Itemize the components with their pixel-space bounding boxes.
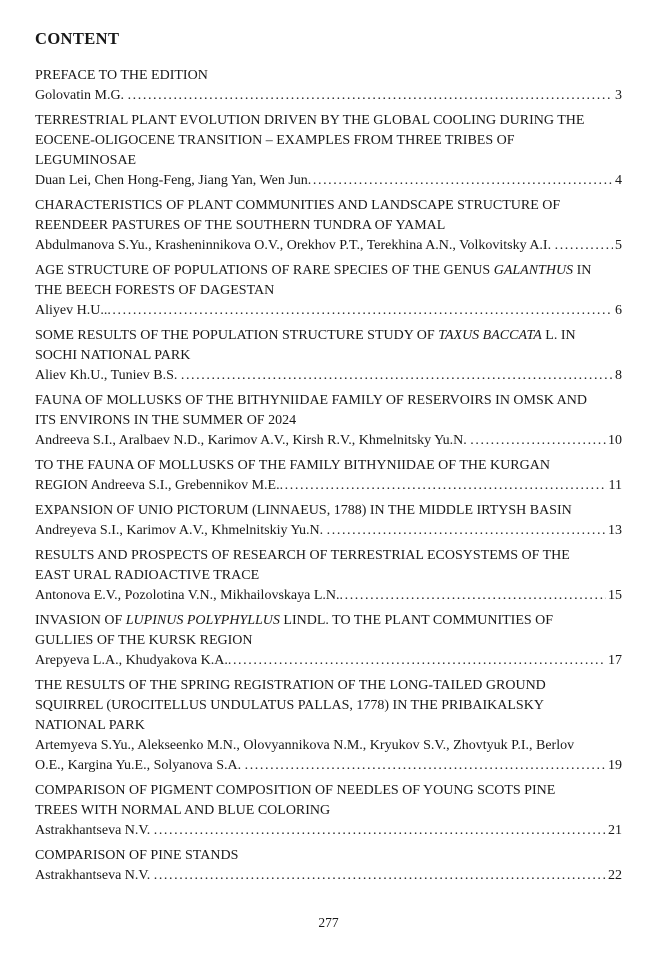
dot-leader [107,301,613,321]
toc-entry [35,326,622,386]
toc-entry [35,261,622,321]
entry-authors-line [35,651,622,671]
entry-title-line [35,411,622,431]
toc-entry [35,846,622,886]
entry-title-segment: TO THE FAUNA OF MOLLUSKS OF THE FAMILY BITHYNIIDAE OF THE KURGAN [35,458,550,473]
entry-title-segment: GULLIES OF THE KURSK REGION [35,633,253,648]
entry-authors: O.E., Kargina Yu.E., Solyanova S.A. [35,758,245,773]
entry-title-line [35,111,622,131]
entry-title-segment: THE RESULTS OF THE SPRING REGISTRATION OF THE LONG-TAILED GROUND [35,678,546,693]
entry-authors: Andreeva S.I., Aralbaev N.D., Karimov A.V., Kirsh R.V., Khmelnitsky Yu.N. [35,433,471,448]
entry-title-line [35,566,622,586]
entry-title-segment: REENDEER PASTURES OF THE SOUTHERN TUNDRA OF YAMAL [35,218,446,233]
entry-authors-line [35,756,622,776]
entry-title-line [35,456,622,476]
toc-entry [35,501,622,541]
entry-title-line [35,631,622,651]
entry-title-line [35,131,622,151]
toc-entry [35,196,622,256]
entry-title-line [35,801,622,821]
entry-title-segment: THE BEECH FORESTS OF DAGESTAN [35,283,275,298]
entry-title-segment: COMPARISON OF PINE STANDS [35,848,239,863]
entry-title-line [35,196,622,216]
dot-leader [128,86,613,106]
entry-authors-line [35,821,622,841]
entry-title-line [35,546,622,566]
dot-leader [154,821,606,841]
entry-page-number: 8 [615,368,622,383]
entry-title-segment: LEGUMINOSAE [35,153,137,168]
entry-title-line [35,676,622,696]
entry-title-line [35,261,622,281]
toc-entry [35,391,622,451]
entry-title-segment: RESULTS AND PROSPECTS OF RESEARCH OF TERRESTRIAL ECOSYSTEMS OF THE [35,548,570,563]
entry-page-number: 10 [608,433,622,448]
entry-title-segment: EOCENE-OLIGOCENE TRANSITION – EXAMPLES FROM THREE TRIBES OF [35,133,515,148]
entry-authors-line [35,236,622,256]
entry-title-italic-segment: TAXUS BACCATA [438,328,542,343]
entry-title-segment: COMPARISON OF PIGMENT COMPOSITION OF NEEDLES OF YOUNG SCOTS PINE [35,783,556,798]
entry-title-line [35,346,622,366]
entry-title-line [35,696,622,716]
entry-authors: Antonova E.V., Pozolotina V.N., Mikhailovskaya L.N. [35,588,340,603]
entry-page-number: 22 [608,868,622,883]
dot-leader [181,366,613,386]
dot-leader [280,476,607,496]
entry-title-line [35,846,622,866]
entry-title-segment: SQUIRREL (UROCITELLUS UNDULATUS PALLAS, 1778) IN THE PRIBAIKALSKY [35,698,544,713]
entry-title-segment: AGE STRUCTURE OF POPULATIONS OF RARE SPECIES OF THE GENUS [35,263,494,278]
entry-authors: Astrakhantseva N.V. [35,868,154,883]
entry-title-line [35,716,622,736]
entry-title-line [35,781,622,801]
toc-entry [35,111,622,191]
entry-authors: Abdulmanova S.Yu., Krasheninnikova O.V., Orekhov P.T., Terekhina A.N., Volkovitsky A.I. [35,238,555,253]
entry-authors: Aliyev H.U.. [35,303,108,318]
toc-entry [35,456,622,496]
entry-title-segment: EXPANSION OF UNIO PICTORUM (LINNAEUS, 1788) IN THE MIDDLE IRTYSH BASIN [35,503,572,518]
entry-authors: Astrakhantseva N.V. [35,823,154,838]
entry-authors: Arepyeva L.A., Khudyakova K.A. [35,653,228,668]
entry-title-segment: NATIONAL PARK [35,718,145,733]
entry-title-segment: SOME RESULTS OF THE POPULATION STRUCTURE STUDY OF [35,328,439,343]
entry-page-number: 11 [608,478,622,493]
entry-page-number: 21 [608,823,622,838]
toc-entry [35,676,622,776]
entry-title-segment: PREFACE TO THE EDITION [35,68,208,83]
entry-authors-line [35,476,622,496]
dot-leader [154,866,606,886]
entry-authors: REGION Andreeva S.I., Grebennikov M.E. [35,478,280,493]
entry-page-number: 15 [608,588,622,603]
dot-leader [327,521,606,541]
entry-title-segment: IN [573,263,592,278]
entry-title-segment: FAUNA OF MOLLUSKS OF THE BITHYNIIDAE FAMILY OF RESERVOIRS IN OMSK AND [35,393,587,408]
entry-title-line [35,611,622,631]
toc-entry [35,66,622,106]
entry-page-number: 5 [615,238,622,253]
entry-title-segment: TREES WITH NORMAL AND BLUE COLORING [35,803,331,818]
entry-authors-line [35,301,622,321]
entry-authors-line [35,366,622,386]
entry-authors-line [35,86,622,106]
entry-title-segment: LINDL. TO THE PLANT COMMUNITIES OF [279,613,554,628]
entry-authors-line [35,521,622,541]
entry-page-number: 6 [615,303,622,318]
entry-title-line [35,216,622,236]
entry-page-number: 4 [615,173,622,188]
dot-leader [340,586,607,606]
entry-authors: Artemyeva S.Yu., Alekseenko M.N., Olovyannikova N.M., Kryukov S.V., Zhovtyuk P.I., Berlov [35,738,575,753]
entry-page-number: 13 [608,523,622,538]
entry-page-number: 19 [608,758,622,773]
entry-authors-line [35,586,622,606]
entry-title-line [35,326,622,346]
dot-leader [308,171,613,191]
entry-authors: Andreyeva S.I., Karimov A.V., Khmelnitskiy Yu.N. [35,523,327,538]
entry-title-line [35,391,622,411]
footer-page-number: 277 [318,915,339,930]
toc-entries [35,66,622,886]
page-title: CONTENT [35,29,120,48]
entry-title-segment: INVASION OF [35,613,126,628]
dot-leader [245,756,606,776]
dot-leader [555,236,613,256]
toc-entry [35,781,622,841]
entry-page-number: 17 [608,653,622,668]
entry-authors-line [35,431,622,451]
entry-authors-line [35,736,622,756]
entry-authors: Duan Lei, Chen Hong-Feng, Jiang Yan, Wen Jun [35,173,308,188]
dot-leader [470,431,606,451]
toc-entry [35,546,622,606]
entry-title-line [35,281,622,301]
entry-authors-line [35,866,622,886]
entry-title-segment: CHARACTERISTICS OF PLANT COMMUNITIES AND LANDSCAPE STRUCTURE OF [35,198,561,213]
entry-authors-line [35,171,622,191]
entry-title-segment: ITS ENVIRONS IN THE SUMMER OF 2024 [35,413,297,428]
entry-title-line [35,501,622,521]
entry-title-segment: EAST URAL RADIOACTIVE TRACE [35,568,260,583]
entry-title-segment: L. IN [541,328,576,343]
entry-title-italic-segment: GALANTHUS [493,263,574,278]
entry-page-number: 3 [615,88,622,103]
dot-leader [228,651,606,671]
entry-authors: Aliev Kh.U., Tuniev B.S. [35,368,181,383]
entry-authors: Golovatin M.G. [35,88,128,103]
toc-entry [35,611,622,671]
entry-title-italic-segment: LUPINUS POLYPHYLLUS [125,613,280,628]
entry-title-line [35,151,622,171]
entry-title-segment: SOCHI NATIONAL PARK [35,348,191,363]
entry-title-line [35,66,622,86]
entry-title-segment: TERRESTRIAL PLANT EVOLUTION DRIVEN BY THE GLOBAL COOLING DURING THE [35,113,585,128]
